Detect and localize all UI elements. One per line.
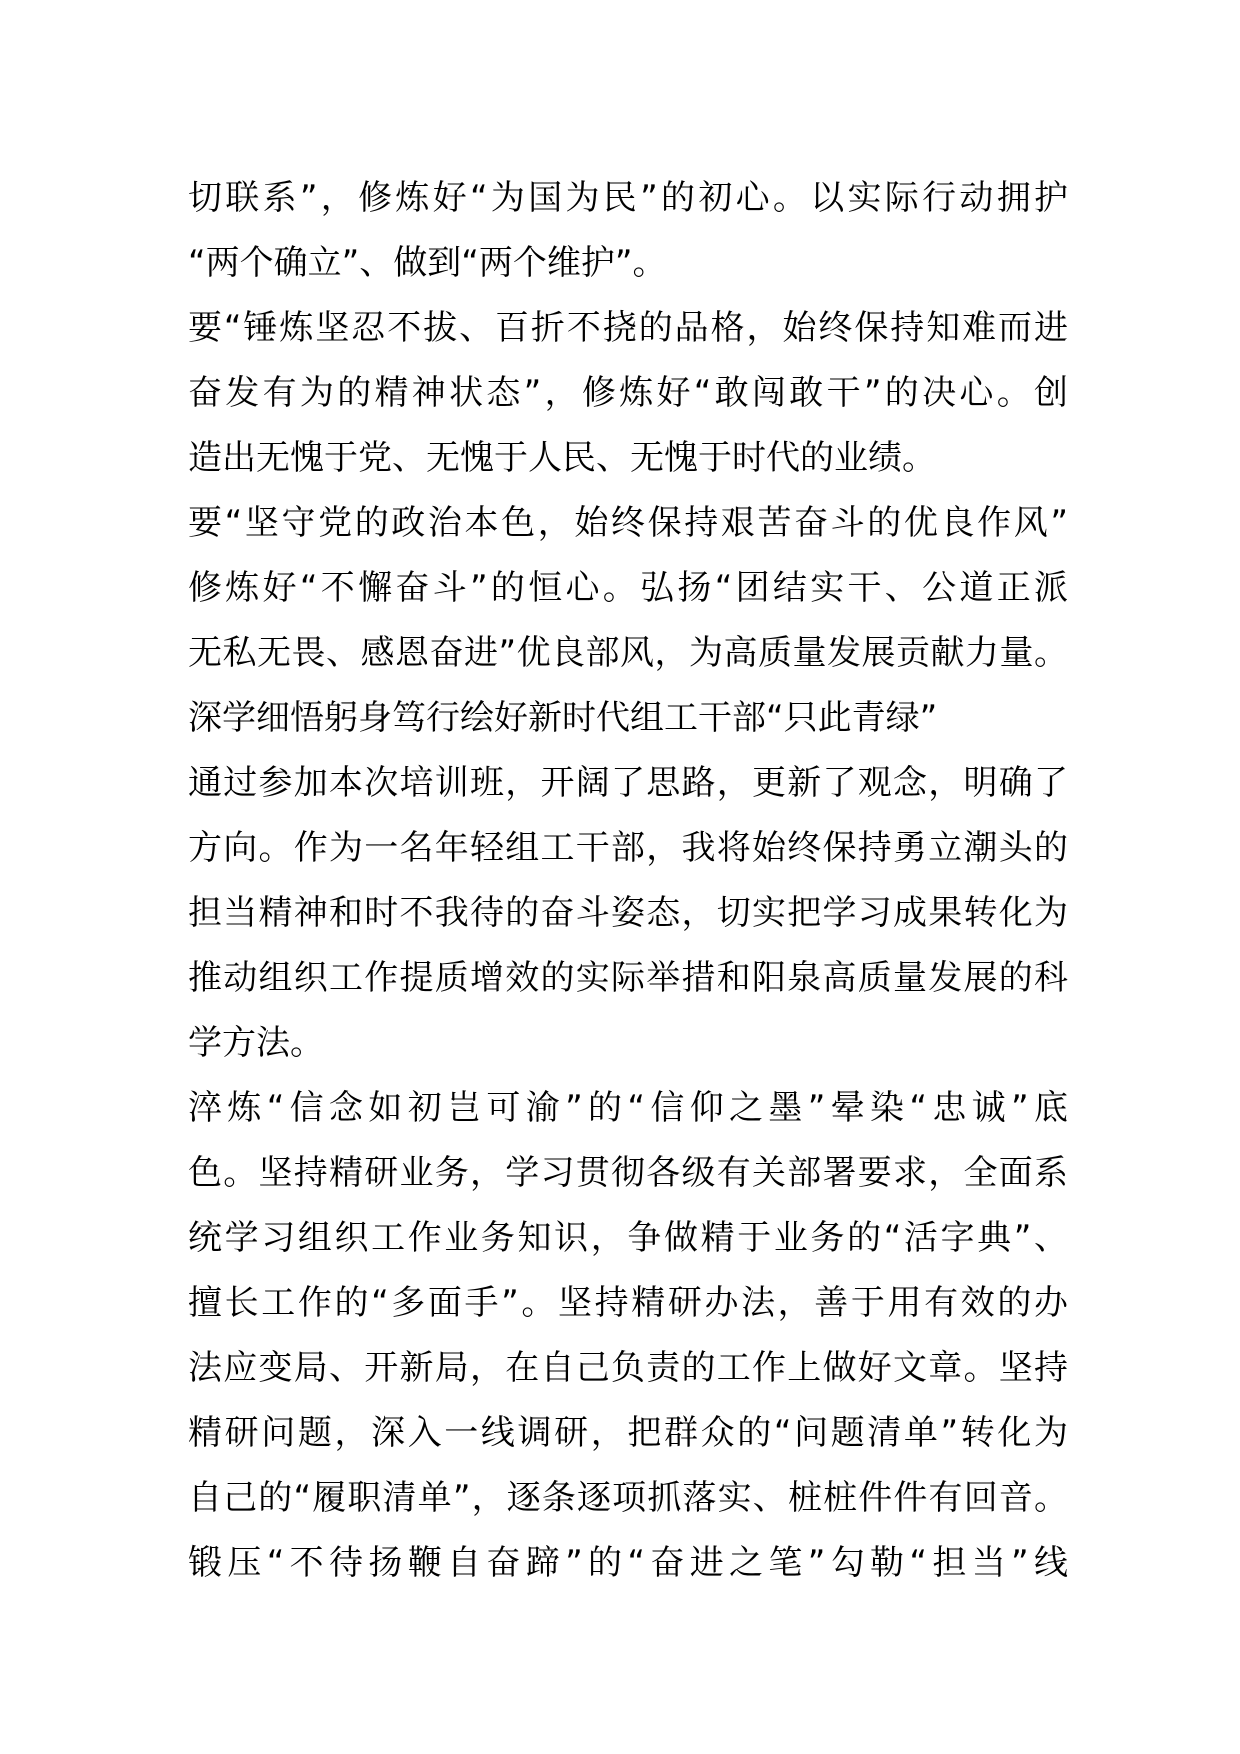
text-line: “两个确立”、做到“两个维护”。	[188, 243, 667, 283]
text-line: 要“锤炼坚忍不拔、百折不挠的品格，始终保持知难而进	[188, 308, 1068, 348]
text-line: 切联系”，修炼好“为国为民”的初心。以实际行动拥护	[188, 178, 1068, 218]
text-line: 学方法。	[188, 1023, 324, 1063]
text-line: 锻压“不待扬鞭自奋蹄”的“奋进之笔”勾勒“担当”线	[188, 1543, 1068, 1583]
text-line: 淬炼“信念如初岂可渝”的“信仰之墨”晕染“忠诚”底	[188, 1088, 1068, 1128]
text-line: 通过参加本次培训班，开阔了思路，更新了观念，明确了	[188, 763, 1068, 803]
text-line: 深学细悟躬身笃行绘好新时代组工干部“只此青绿”	[188, 698, 938, 738]
text-line: 色。坚持精研业务，学习贯彻各级有关部署要求，全面系	[188, 1153, 1068, 1193]
text-line: 擅长工作的“多面手”。坚持精研办法，善于用有效的办	[188, 1283, 1068, 1323]
text-line: 自己的“履职清单”，逐条逐项抓落实、桩桩件件有回音。	[188, 1478, 1068, 1518]
text-line: 无私无畏、感恩奋进”优良部风，为高质量发展贡献力量。	[188, 633, 1068, 673]
text-line: 奋发有为的精神状态”，修炼好“敢闯敢干”的决心。创	[188, 373, 1068, 413]
text-line: 精研问题，深入一线调研，把群众的“问题清单”转化为	[188, 1413, 1068, 1453]
text-line: 法应变局、开新局，在自己负责的工作上做好文章。坚持	[188, 1348, 1068, 1388]
text-line: 要“坚守党的政治本色，始终保持艰苦奋斗的优良作风”	[188, 503, 1068, 543]
text-line: 方向。作为一名年轻组工干部，我将始终保持勇立潮头的	[188, 828, 1068, 868]
body-text	[188, 166, 1068, 1596]
text-line: 修炼好“不懈奋斗”的恒心。弘扬“团结实干、公道正派	[188, 568, 1068, 608]
text-line: 造出无愧于党、无愧于人民、无愧于时代的业绩。	[188, 438, 936, 478]
text-line: 统学习组织工作业务知识，争做精于业务的“活字典”、	[188, 1218, 1068, 1258]
text-line: 推动组织工作提质增效的实际举措和阳泉高质量发展的科	[188, 958, 1068, 998]
text-line: 担当精神和时不我待的奋斗姿态，切实把学习成果转化为	[188, 893, 1068, 933]
